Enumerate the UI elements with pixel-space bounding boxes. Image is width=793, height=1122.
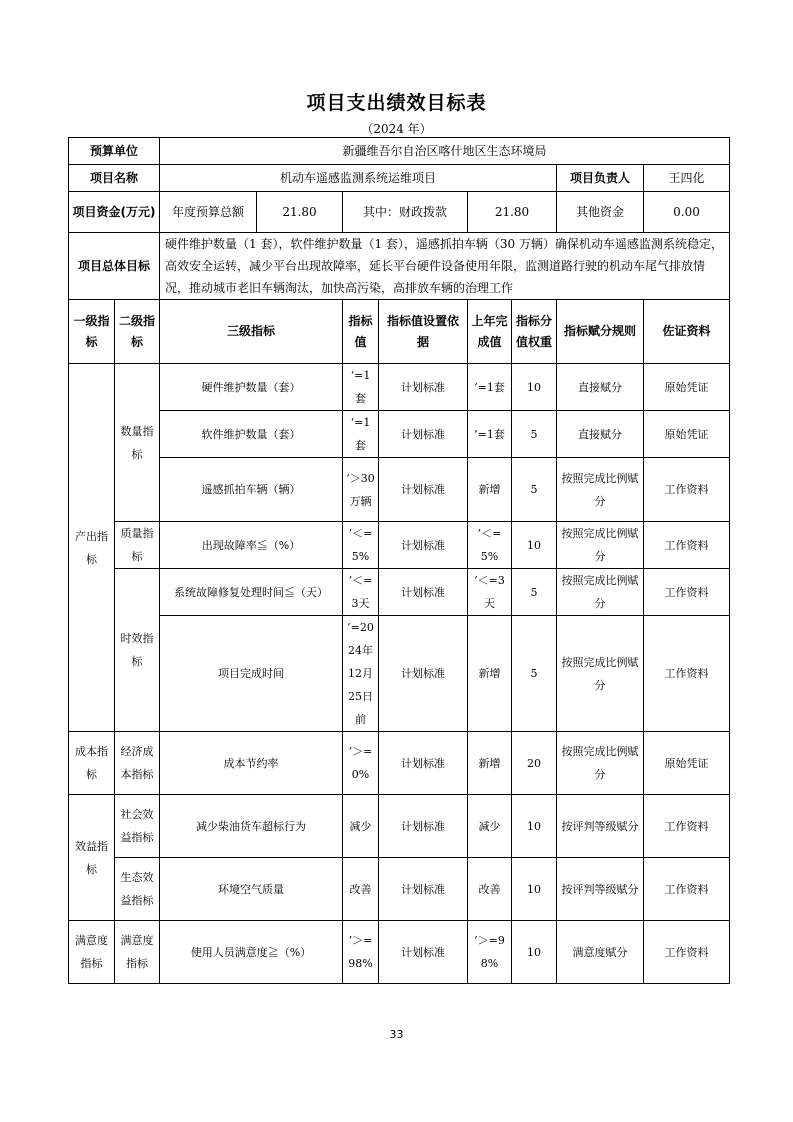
- indicator-basis: 计划标准: [379, 921, 468, 984]
- header-rule: 指标赋分规则: [557, 300, 644, 364]
- scoring-rule: 按评判等级赋分: [557, 858, 644, 921]
- table-row: [69, 921, 730, 984]
- goal-value: 硬件维护数量（1 套），软件维护数量（1 套），遥感抓拍车辆（30 万辆）确保机动车遥感监测系统稳定，高效安全运转，减少平台出现故障率，延长平台硬件设备使用年限，监测道路行驶的机动车尾气排放情况，推动城市老旧车辆淘汰，加快高污染，高排放车辆的治理工作: [160, 233, 730, 300]
- indicator-value: 减少: [343, 795, 379, 858]
- table-row: [69, 569, 730, 616]
- indicator-value: ‘＞=0%: [343, 732, 379, 795]
- indicator-value: ‘=1套: [343, 411, 379, 458]
- scoring-rule: 直接赋分: [557, 411, 644, 458]
- indicator-value: ’＜=5%: [343, 522, 379, 569]
- header-level1: 一级指标: [69, 300, 115, 364]
- scoring-rule: 直接赋分: [557, 364, 644, 411]
- indicator-weight: 10: [512, 364, 557, 411]
- evidence: 工作资料: [644, 795, 730, 858]
- project-name-row: [69, 165, 730, 192]
- evidence: 原始凭证: [644, 364, 730, 411]
- year-subtitle: （2024 年）: [361, 122, 432, 136]
- evidence: 原始凭证: [644, 411, 730, 458]
- group-ecological: 生态效益指标: [115, 858, 160, 921]
- annual-total-label: 年度预算总额: [160, 192, 257, 233]
- indicator-name: 系统故障修复处理时间≦（天）: [160, 569, 343, 616]
- page-number: 33: [389, 1028, 404, 1041]
- last-year-value: ’=1套: [468, 411, 512, 458]
- page-title: 项目支出绩效目标表: [306, 92, 487, 114]
- table-row: [69, 411, 730, 458]
- budget-unit-value: 新疆维吾尔自治区喀什地区生态环境局: [160, 138, 730, 165]
- group-satisfaction-sub: 满意度指标: [115, 921, 160, 984]
- indicator-value: ’=2024年12月25日前: [343, 616, 379, 732]
- evidence: 原始凭证: [644, 732, 730, 795]
- header-basis: 指标值设置依据: [379, 300, 468, 364]
- indicator-name: 环境空气质量: [160, 858, 343, 921]
- header-value: 指标值: [343, 300, 379, 364]
- indicator-name: 出现故障率≦（%）: [160, 522, 343, 569]
- budget-unit-row: [69, 138, 730, 165]
- group-economic-cost: 经济成本指标: [115, 732, 160, 795]
- indicator-weight: 20: [512, 732, 557, 795]
- last-year-value: ’＜=5%: [468, 522, 512, 569]
- indicator-value: ‘＞30万辆: [343, 458, 379, 522]
- last-year-value: 新增: [468, 732, 512, 795]
- evidence: 工作资料: [644, 616, 730, 732]
- indicator-name: 成本节约率: [160, 732, 343, 795]
- indicator-weight: 10: [512, 921, 557, 984]
- indicator-value: ’＞=98%: [343, 921, 379, 984]
- table-row: [69, 364, 730, 411]
- budget-unit-label: 预算单位: [69, 138, 160, 165]
- indicator-weight: 5: [512, 458, 557, 522]
- indicator-name: 硬件维护数量（套）: [160, 364, 343, 411]
- indicator-basis: 计划标准: [379, 458, 468, 522]
- evidence: 工作资料: [644, 921, 730, 984]
- indicator-name: 软件维护数量（套）: [160, 411, 343, 458]
- indicator-basis: 计划标准: [379, 522, 468, 569]
- project-name-label: 项目名称: [69, 165, 160, 192]
- evidence: 工作资料: [644, 458, 730, 522]
- last-year-value: 改善: [468, 858, 512, 921]
- scoring-rule: 按照完成比例赋分: [557, 732, 644, 795]
- indicator-name: 项目完成时间: [160, 616, 343, 732]
- last-year-value: 新增: [468, 458, 512, 522]
- scoring-rule: 按照完成比例赋分: [557, 616, 644, 732]
- header-level3: 三级指标: [160, 300, 343, 364]
- evidence: 工作资料: [644, 569, 730, 616]
- indicator-basis: 计划标准: [379, 569, 468, 616]
- goal-label: 项目总体目标: [69, 233, 160, 300]
- indicator-weight: 5: [512, 411, 557, 458]
- manager-label: 项目负责人: [557, 165, 644, 192]
- table-row: [69, 522, 730, 569]
- performance-target-table: [68, 137, 730, 984]
- last-year-value: 减少: [468, 795, 512, 858]
- last-year-value: ’＞=98%: [468, 921, 512, 984]
- goal-row: [69, 233, 730, 300]
- indicator-weight: 10: [512, 858, 557, 921]
- group-output: 产出指标: [69, 364, 115, 732]
- indicator-name: 使用人员满意度≧（%）: [160, 921, 343, 984]
- indicator-basis: 计划标准: [379, 858, 468, 921]
- group-quality: 质量指标: [115, 522, 160, 569]
- group-benefit: 效益指标: [69, 795, 115, 921]
- funds-label: 项目资金(万元): [69, 192, 160, 233]
- scoring-rule: 按照完成比例赋分: [557, 569, 644, 616]
- group-timeliness: 时效指标: [115, 569, 160, 732]
- indicator-header-row: [69, 300, 730, 364]
- manager-value: 王四化: [644, 165, 730, 192]
- table-row: [69, 795, 730, 858]
- group-cost: 成本指标: [69, 732, 115, 795]
- scoring-rule: 满意度赋分: [557, 921, 644, 984]
- fiscal-label: 其中：财政拨款: [343, 192, 468, 233]
- group-quantity: 数量指标: [115, 364, 160, 522]
- table-row: [69, 858, 730, 921]
- indicator-name: 减少柴油货车超标行为: [160, 795, 343, 858]
- scoring-rule: 按照完成比例赋分: [557, 522, 644, 569]
- indicator-basis: 计划标准: [379, 732, 468, 795]
- last-year-value: 新增: [468, 616, 512, 732]
- scoring-rule: 按照完成比例赋分: [557, 458, 644, 522]
- indicator-weight: 10: [512, 522, 557, 569]
- last-year-value: ‘＜=3天: [468, 569, 512, 616]
- indicator-basis: 计划标准: [379, 616, 468, 732]
- indicator-basis: 计划标准: [379, 795, 468, 858]
- project-name-value: 机动车遥感监测系统运维项目: [160, 165, 557, 192]
- other-funds-label: 其他资金: [557, 192, 644, 233]
- indicator-value: ‘＜=3天: [343, 569, 379, 616]
- table-row: [69, 732, 730, 795]
- other-funds-value: 0.00: [644, 192, 730, 233]
- header-weight: 指标分值权重: [512, 300, 557, 364]
- header-evidence: 佐证资料: [644, 300, 730, 364]
- last-year-value: ‘=1套: [468, 364, 512, 411]
- table-row: [69, 458, 730, 522]
- indicator-basis: 计划标准: [379, 411, 468, 458]
- indicator-name: 遥感抓拍车辆（辆）: [160, 458, 343, 522]
- indicator-basis: 计划标准: [379, 364, 468, 411]
- header-level2: 二级指标: [115, 300, 160, 364]
- header-last-year: 上年完成值: [468, 300, 512, 364]
- indicator-weight: 10: [512, 795, 557, 858]
- indicator-value: 改善: [343, 858, 379, 921]
- evidence: 工作资料: [644, 858, 730, 921]
- indicator-weight: 5: [512, 616, 557, 732]
- indicator-weight: 5: [512, 569, 557, 616]
- indicator-value: ‘=1套: [343, 364, 379, 411]
- annual-total-value: 21.80: [257, 192, 343, 233]
- fiscal-value: 21.80: [468, 192, 557, 233]
- group-social: 社会效益指标: [115, 795, 160, 858]
- funds-row: [69, 192, 730, 233]
- scoring-rule: 按评判等级赋分: [557, 795, 644, 858]
- evidence: 工作资料: [644, 522, 730, 569]
- group-satisfaction: 满意度指标: [69, 921, 115, 984]
- table-row: [69, 616, 730, 732]
